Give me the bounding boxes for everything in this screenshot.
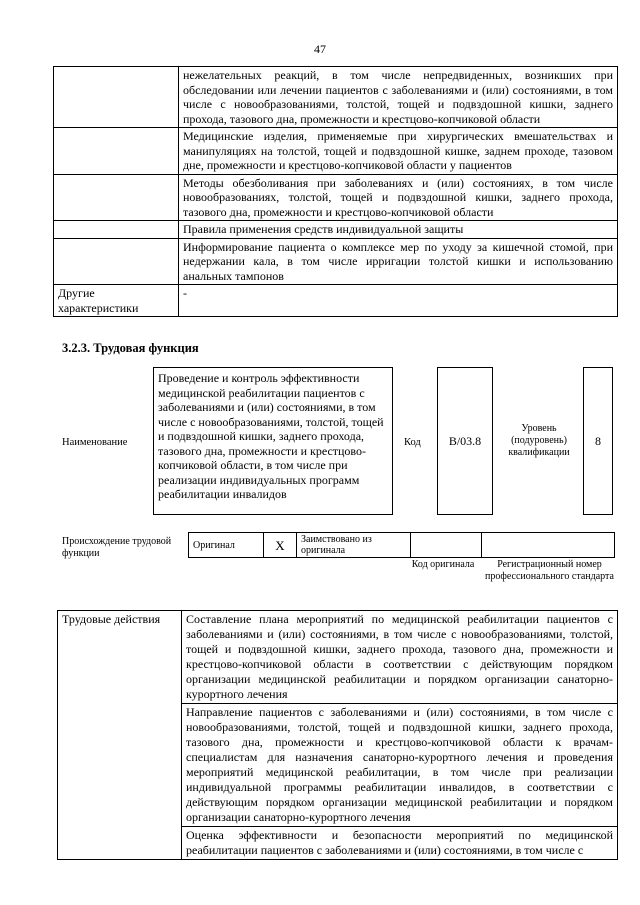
other-characteristics-value: - [179, 285, 618, 317]
table-row [54, 285, 618, 317]
code-original-caption: Код оригинала [411, 559, 475, 570]
labor-actions-table [57, 610, 618, 860]
code-label: Код [404, 437, 421, 448]
knowledge-table-continuation [53, 66, 618, 317]
origin-row [188, 532, 615, 558]
labor-action-item: Составление плана мероприятий по медицинской реабилитации пациентов с заболеваниями и (или) состояниями, в том числе с новообразованиями, толстой, тощей и подвздошной кишки, заднего прохода, тазового дна, промежности и крестцово-копчиковой области в соответствии с действующим порядком организации медицинской реабилитации и порядком организации санаторно-курортного лечения [182, 611, 618, 704]
row-label-cell [54, 67, 179, 128]
origin-label: Происхождение трудовой функции [62, 536, 172, 559]
original-label: Оригинал [189, 533, 264, 558]
labor-action-item: Направление пациентов с заболеваниями и (или) состояниями, в том числе с новообразованиями, толстой, тощей и подвздошной кишки, заднего прохода, тазового дна, промежности и крестцово-копчиковой области к врачам-специалистам для назначения санаторно-курортного лечения и проведения мероприятий медицинской реабилитации, в том числе при реализации индивидуальной программы реабилитации инвалидов, в соответствии с действующим порядком организации медицинской реабилитации и порядком организации санаторно-курортного лечения [182, 704, 618, 827]
name-label: Наименование [62, 437, 128, 448]
row-text-cell: нежелательных реакций, в том числе непредвиденных, возникших при обследовании или лечении пациентов с заболеваниями и (или) состояниями, в том числе с новообразованиями, толстой, тощей и подвздошной кишки, заднего прохода, тазового дна, промежности и крестцово-копчиковой области [179, 67, 618, 128]
row-text-cell: Методы обезболивания при заболеваниях и (или) состояниях, в том числе новообразованиях, толстой, тощей и подвздошной кишки, заднего прохода, тазового дна, промежности и крестцово-копчиковой области [179, 174, 618, 221]
table-row [54, 238, 618, 285]
qualification-level-box: 8 [583, 367, 613, 515]
qualification-level-label: Уровень (подуровень) квалификации [508, 423, 570, 458]
table-row [54, 174, 618, 221]
labor-action-item: Оценка эффективности и безопасности мероприятий по медицинской реабилитации пациентов с заболеваниями и (или) состояниями, в том числе с [182, 827, 618, 860]
row-label-cell [54, 128, 179, 175]
function-code-box: B/03.8 [437, 367, 493, 515]
table-row [54, 128, 618, 175]
registration-number-caption: Регистрационный номер профессионального стандарта [485, 559, 614, 582]
labor-actions-label: Трудовые действия [58, 611, 182, 860]
section-heading: 3.2.3. Трудовая функция [62, 341, 199, 355]
row-text-cell: Информирование пациента о комплексе мер по уходу за кишечной стомой, при недержании кала, в том числе ирригации толстой кишки и использованию анальных тампонов [179, 238, 618, 285]
borrowed-label: Заимствовано из оригинала [297, 533, 411, 558]
page-number: 47 [314, 42, 326, 56]
row-text-cell: Правила применения средств индивидуальной защиты [179, 221, 618, 239]
origin-reg-cell [482, 533, 615, 558]
function-name-box: Проведение и контроль эффективности медицинской реабилитации пациентов с заболеваниями и (или) состояниями, в том числе с новообразованиями, толстой, тощей и подвздошной кишки, заднего прохода, тазового дна, промежности и крестцово-копчиковой области, в том числе при реализации индивидуальных программ реабилитации инвалидов [153, 367, 393, 515]
row-label-cell [54, 238, 179, 285]
other-characteristics-label: Другие характеристики [54, 285, 179, 317]
row-label-cell [54, 221, 179, 239]
table-row [58, 611, 618, 704]
origin-code-cell [411, 533, 482, 558]
original-mark: X [264, 533, 297, 558]
table-row [54, 221, 618, 239]
row-label-cell [54, 174, 179, 221]
table-row [54, 67, 618, 128]
row-text-cell: Медицинские изделия, применяемые при хирургических вмешательствах и манипуляциях на толстой, тощей и подвздошной кишке, заднем проходе, тазовом дне, промежности и крестцово-копчиковой области у пациентов [179, 128, 618, 175]
